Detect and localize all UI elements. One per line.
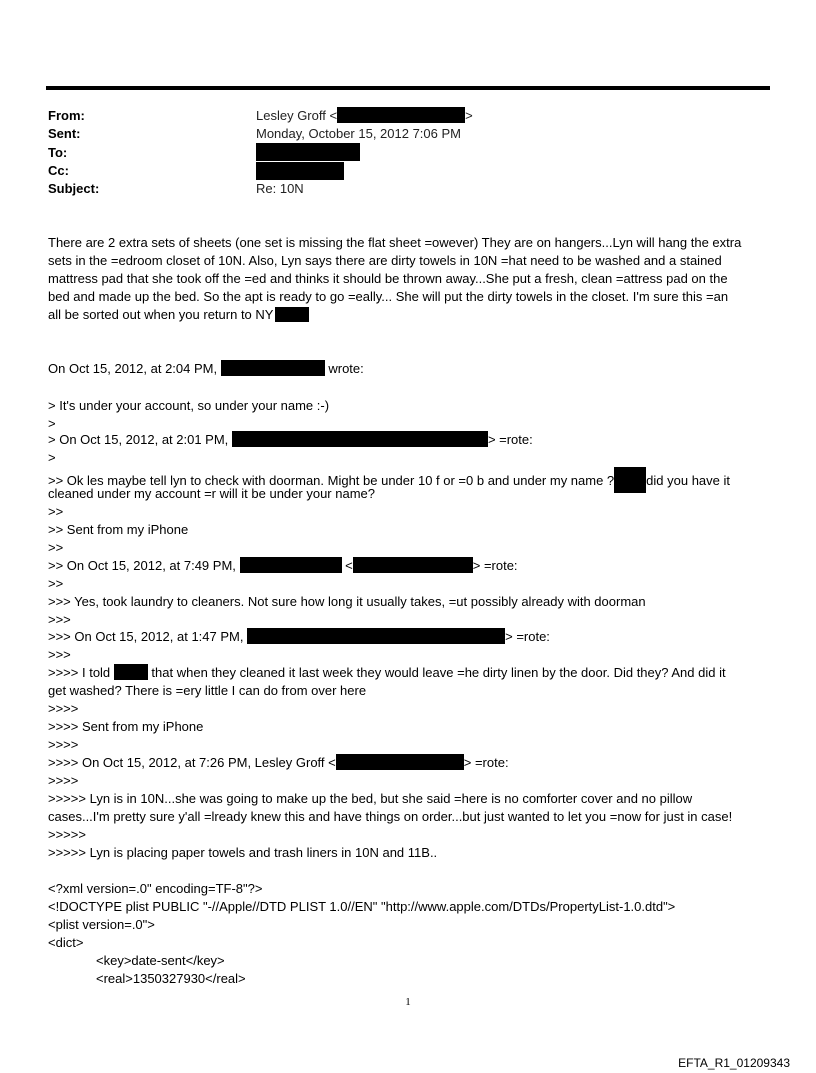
redaction	[336, 754, 464, 770]
redaction	[114, 664, 148, 680]
quote-text: >> Ok les maybe tell lyn to check with doorman. Might be under 10 f or =0 b and under my name ?	[48, 473, 615, 488]
xml-line: <key>date-sent</key>	[96, 953, 225, 968]
subject-value: Re: 10N	[256, 181, 304, 196]
quote-text: that when they cleaned it last week they would leave =he dirty linen by the door. Did they? And did it	[151, 665, 726, 680]
quote-text: > =rote:	[487, 432, 533, 447]
quote-text: >>>> I told	[48, 665, 111, 680]
quote-text: > =rote:	[472, 558, 518, 573]
quote-line: >>	[48, 504, 64, 519]
quote-line: >>>	[48, 647, 71, 662]
quote-line: >>	[48, 540, 64, 555]
quote-line: >>	[48, 576, 64, 591]
xml-line: <dict>	[48, 935, 84, 950]
redaction	[275, 307, 309, 322]
quote-line: >>>>	[48, 773, 79, 788]
sent-row	[48, 125, 768, 143]
redaction	[337, 107, 465, 123]
redaction	[240, 557, 342, 573]
body-line	[48, 306, 770, 324]
body-text: all be sorted out when you return to NY	[48, 307, 274, 322]
xml-line: <real>1350327930</real>	[96, 971, 246, 986]
quote-line: >>>>> Lyn is in 10N...she was going to make up the bed, but she said =here is no comforter cover and no pillow	[48, 791, 693, 806]
quote-text: did you have it	[646, 473, 731, 488]
sent-value: Monday, October 15, 2012 7:06 PM	[256, 126, 461, 141]
quote-line: >>>> Sent from my iPhone	[48, 719, 204, 734]
quote-line	[48, 431, 770, 449]
cc-label: Cc:	[48, 163, 69, 178]
cc-row	[48, 162, 768, 180]
body-line: bed and made up the bed. So the apt is ready to go =eally... She will put the dirty towels in the closet. I'm sure this =an	[48, 289, 729, 304]
from-value	[256, 107, 473, 125]
quote-text: > =rote:	[463, 755, 509, 770]
quote-text: > =rote:	[505, 629, 550, 644]
quote-line: > It's under your account, so under your name :-)	[48, 398, 330, 413]
quote-line: >>>	[48, 612, 71, 627]
from-row	[48, 107, 768, 125]
quote-line: >>>>	[48, 701, 79, 716]
quote-text: >>> On Oct 15, 2012, at 1:47 PM,	[48, 629, 244, 644]
quote-line: >>>>>	[48, 827, 86, 842]
redaction	[256, 162, 344, 180]
quote-line: >>>>> Lyn is placing paper towels and trash liners in 10N and 11B..	[48, 845, 438, 860]
quote-line: >>> Yes, took laundry to cleaners. Not sure how long it usually takes, =ut possibly already with doorman	[48, 594, 646, 609]
redaction	[232, 431, 488, 447]
quote-line	[48, 754, 770, 772]
quote-line: >>>>	[48, 737, 79, 752]
sent-label: Sent:	[48, 126, 81, 141]
redaction	[256, 143, 360, 161]
redaction	[353, 557, 473, 573]
quote-line	[48, 664, 770, 682]
quote-line	[48, 628, 770, 646]
quote-line	[48, 557, 770, 575]
redaction	[247, 628, 505, 644]
quote-line: >> Sent from my iPhone	[48, 522, 189, 537]
quote-line	[48, 360, 770, 378]
quote-text: >> On Oct 15, 2012, at 7:49 PM,	[48, 558, 236, 573]
body-line: There are 2 extra sets of sheets (one set is missing the flat sheet =owever) They are on hangers...Lyn will hang the extra	[48, 235, 742, 250]
xml-line: <!DOCTYPE plist PUBLIC "-//Apple//DTD PLIST 1.0//EN" "http://www.apple.com/DTDs/PropertyList-1.0.dtd">	[48, 899, 676, 914]
quote-line: >	[48, 450, 56, 465]
from-label: From:	[48, 108, 85, 123]
quote-line: >	[48, 416, 56, 431]
from-close: >	[465, 108, 473, 123]
page-number: 1	[405, 996, 411, 1008]
to-label: To:	[48, 145, 68, 160]
quote-text: <	[345, 558, 353, 573]
quote-text: > On Oct 15, 2012, at 2:01 PM,	[48, 432, 229, 447]
quote-text: On Oct 15, 2012, at 2:04 PM,	[48, 361, 218, 376]
xml-line: <plist version=.0">	[48, 917, 155, 932]
xml-line: <?xml version=.0" encoding=TF-8"?>	[48, 881, 263, 896]
to-row	[48, 144, 768, 162]
subject-label: Subject:	[48, 181, 100, 196]
header-rule	[46, 86, 770, 90]
quote-text: >>>> On Oct 15, 2012, at 7:26 PM, Lesley Groff <	[48, 755, 336, 770]
redaction	[221, 360, 325, 376]
subject-row	[48, 180, 768, 198]
quote-line: get washed? There is =ery little I can do from over here	[48, 683, 367, 698]
body-line: sets in the =edroom closet of 10N. Also, Lyn says there are dirty towels in 10N =hat need to be washed and a stained	[48, 253, 722, 268]
from-name: Lesley Groff <	[256, 108, 338, 123]
body-line: mattress pad that she took off the =ed and thinks it should be thrown away...She put a fresh, clean =attress pad on the	[48, 271, 728, 286]
quote-text: wrote:	[328, 361, 364, 376]
quote-line: cleaned under my account =r will it be under your name?	[48, 486, 375, 501]
quote-line: cases...I'm pretty sure y'all =lready knew this and have things on order...but just wanted to let you =now for just in case!	[48, 809, 733, 824]
document-id: EFTA_R1_01209343	[678, 1056, 790, 1070]
